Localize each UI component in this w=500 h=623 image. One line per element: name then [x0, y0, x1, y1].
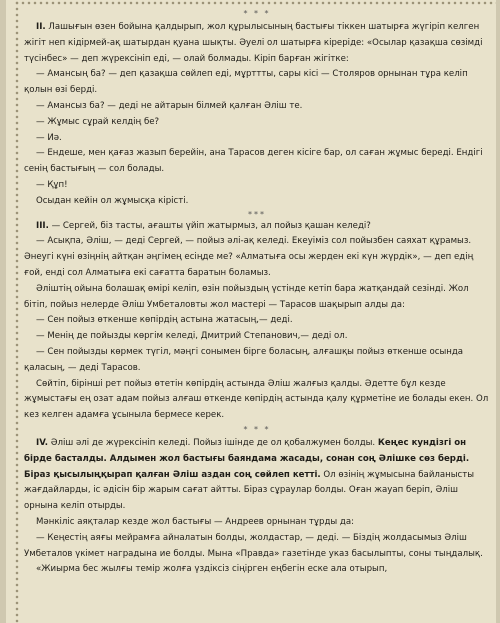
paragraph: Мәнкіліс аяқталар кезде жол бастығы — Андреев орнынан тұрды да: [36, 516, 355, 527]
dialogue-line: — Кеңестің аяғы мейрамға айналатын болды, жолдастар, — деді. — Біздің жолдасымыз Әліш Умбеталов үкімет наградына ие болды. Мына «Правда» газетінде указ басылыпты, соны тыңдалық. [24, 532, 483, 559]
quote-line: «Жиырма бес жылғы темір жолға үздіксіз сіңірген еңбегін еске ала отырып, [36, 564, 388, 575]
section-separator: *** [248, 209, 266, 219]
section-number: II. [36, 22, 46, 32]
paragraph: Сөйтіп, бірінші рет пойыз өтетін көпірдің астында Әліш жалғыз қалды. Әдетте бұл кезде жұмыстағы ең озат адам пойыз алғаш өткенде көпірдің астында қалу құрметіне ие болады екен. Ол кез келген адамға ұсыныла бермесе керек. [24, 378, 489, 421]
dialogue-line: — Сен пойызды көрмек түгіл, мәңгі сонымен бірге боласың, алғашқы пойыз өткенше осында қаласың, — деді Тарасов. [24, 346, 464, 373]
dialogue-line: — Асықпа, Әліш, — деді Сергей, — пойыз әлі-ақ келеді. Екеуіміз сол пойызбен саяхат құрамыз. Әнеугі күні өзіңнің айтқан әңгімең есіңде ме? «Алматыға осы жерден екі күн жүрдік», — деп едің ғой, енді сол Алматыға екі сағатта баратын боламыз. [24, 236, 474, 278]
page-text [24, 8, 490, 578]
dialogue-line: — Амансың ба? — деп қазақша сөйлеп еді, мұрттты, сары кісі — Столяров орнынан тұра келіп қолын өзі берді. [24, 69, 468, 96]
section-number: III. [36, 220, 49, 231]
section-2-paragraph: II. Лашығын өзен бойына қалдырып, жол құрылысының бастығы тіккен шатырға жүгіріп келген жігіт неп кідірмей-ақ шатырдан қуана шықты. Әуелі ол шатырға кіреріде: «Осылар қазақша сөзімді түсінбес» — деп жүрексініп еді, — олай болмады. Кіріп барған жігітке: [24, 22, 483, 64]
page-border-top [14, 0, 496, 6]
section-separator: * * * [243, 424, 271, 434]
dialogue-line: — Сен пойыз өткенше көпірдің астына жатасың,— деді. [36, 315, 293, 326]
section-3-paragraph: III. — Сергей, біз тасты, ағашты үйіп жатырмыз, ал пойыз қашан келеді? [36, 220, 371, 231]
dialogue-line: — Жұмыс сұрай келдің бе? [36, 116, 160, 127]
dialogue-line: — Амансыз ба? — деді не айтарын білмей қалған Әліш те. [36, 100, 303, 111]
bold-text: Кеңес кундізгі он бірде басталды. Алдымен жол бастығы баяндама жасады, сонан соң Әлішке сөз берді. Біраз қысылыңқырап қалған Әліш аздан соң сөйлеп кетті. [24, 437, 470, 480]
dialogue-line: — Құп! [36, 179, 68, 190]
dialogue-line: — Менің де пойызды көргім келеді, Дмитрий Степанович,— деді ол. [36, 331, 348, 342]
book-page [6, 0, 496, 623]
dialogue-line: — Иә. [36, 132, 62, 143]
section-number: IV. [36, 437, 49, 448]
dialogue-line: — Ендеше, мен қағаз жазып берейін, ана Тарасов деген кісіге бар, ол саған жұмыс береді. Ендігі сенің бастығың — сол болады. [24, 148, 483, 175]
section-separator: * * * [243, 9, 271, 18]
paragraph: Осыдан кейін ол жұмысқа кірісті. [36, 195, 189, 206]
section-4-paragraph: IV. Әліш әлі де жүрексініп келеді. Пойыз ішінде де ол қобалжумен болды. Кеңес кундізгі он бірде басталды. Алдымен жол бастығы баяндама жасады, сонан соң Әлішке сөз берді. Біраз қысылыңқырап қалған Әліш аздан соң сөйлеп кетті. Ол өзінің жұмысына байланысты жағдайларды, іс әдісін бір жарым сағат айтты. Біраз сұраулар болды. Оған жауап беріп, Әліш орнына келіп отырды. [24, 437, 475, 512]
page-border-left [14, 0, 20, 623]
paragraph: Әліштің ойына болашақ өмірі келіп, өзін пойыздың үстінде кетіп бара жатқандай сезінді. Жол бітіп, пойыз нелерде Әліш Умбеталовты жол мастері — Тарасов шақырып алды да: [24, 283, 469, 310]
